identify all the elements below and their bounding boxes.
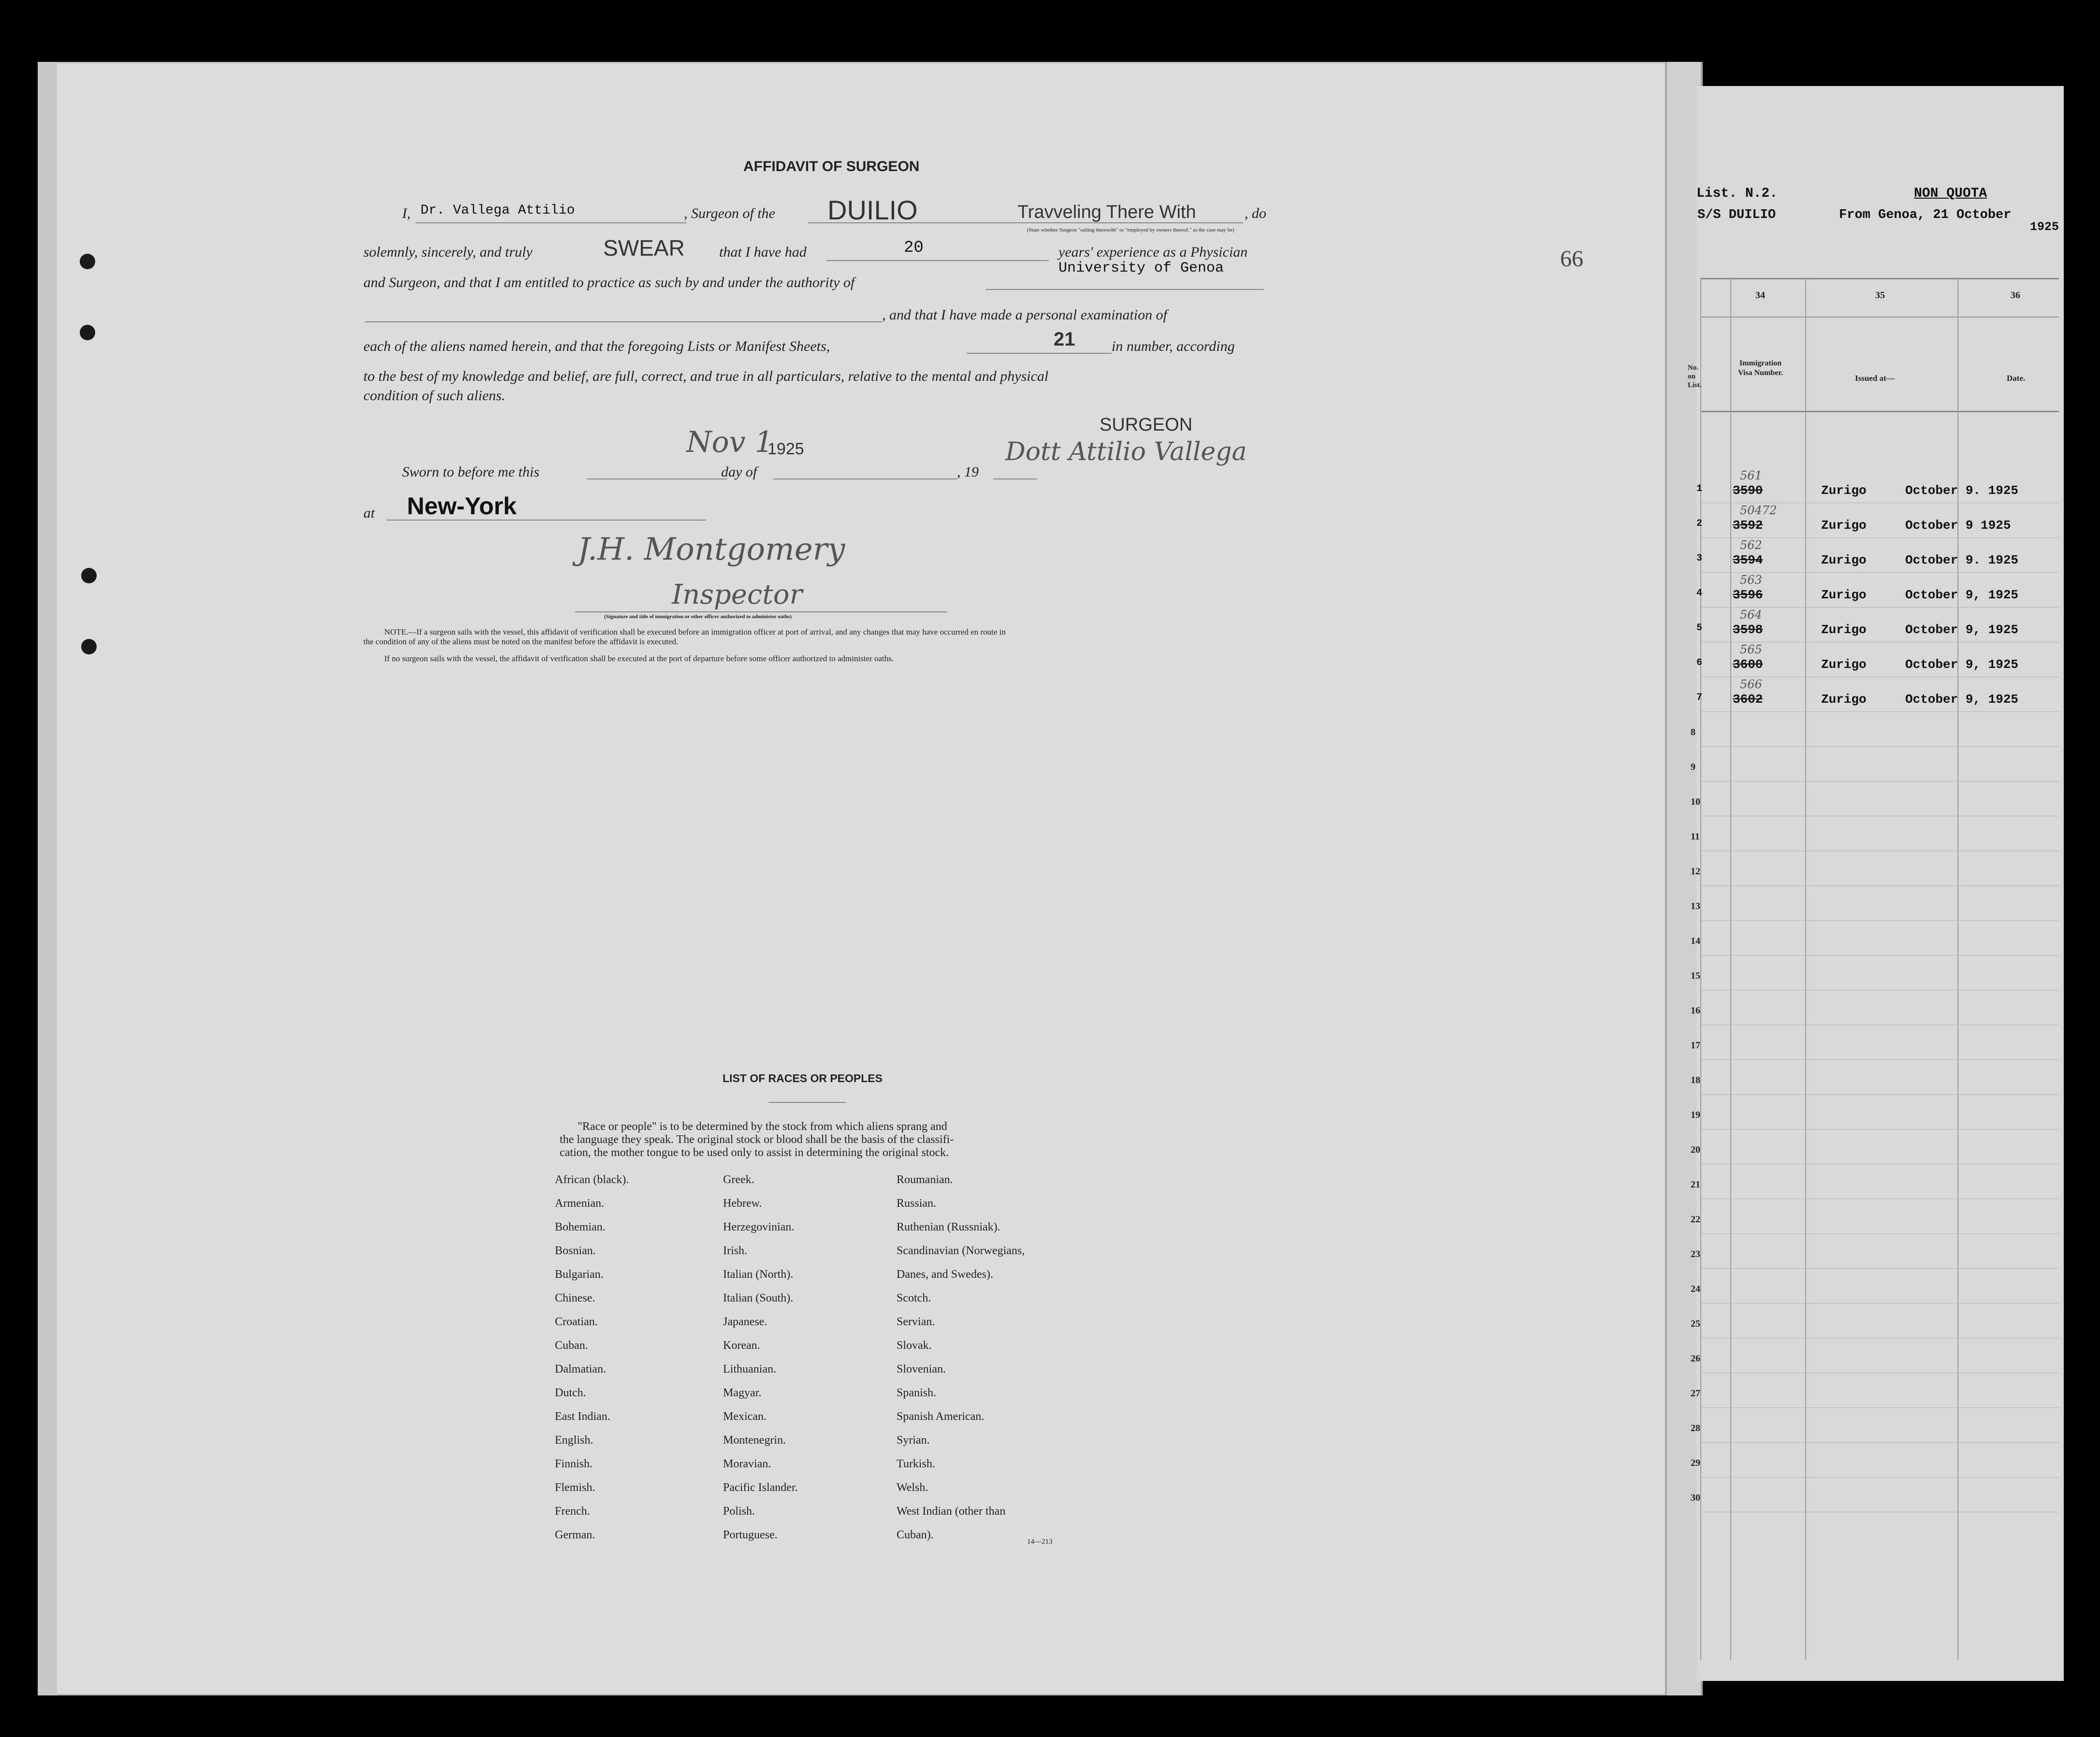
race-entry: Japanese. [723, 1316, 768, 1328]
visa-annotation: 564 [1740, 608, 1762, 622]
empty-row-number: 24 [1691, 1284, 1700, 1294]
header-top-rule [1701, 278, 2059, 279]
empty-row-number: 18 [1691, 1075, 1700, 1086]
row-number: 3 [1696, 553, 1703, 564]
race-entry: Moravian. [723, 1458, 771, 1470]
race-entry: French. [555, 1505, 590, 1518]
years-experience: years' experience as a Physician [1058, 244, 1248, 260]
empty-row-number: 25 [1691, 1318, 1700, 1329]
in-number-text: in number, according [1112, 338, 1235, 354]
year-stamp: 1925 [768, 440, 804, 458]
races-intro-1: "Race or people" is to be determined by the stock from which aliens sprang and [578, 1120, 947, 1133]
race-entry: Portuguese. [723, 1529, 778, 1541]
empty-row-number: 14 [1691, 936, 1700, 946]
row-rule [1701, 572, 2059, 573]
empty-row-number: 15 [1691, 970, 1700, 981]
note-line-1: NOTE.—If a surgeon sails with the vessel, this affidavit of verification shall be executed before an immigration officer at port of arrival, and any changes that may have occurred en route in [384, 627, 1006, 637]
row-rule [1701, 746, 2059, 747]
quota-status: NON QUOTA [1914, 186, 1987, 201]
year-line [993, 478, 1037, 479]
col-header-no: No. on List. [1688, 364, 1702, 389]
race-entry: Lithuanian. [723, 1363, 776, 1375]
visa-annotation: 565 [1740, 643, 1762, 656]
race-entry: Mexican. [723, 1410, 767, 1423]
races-intro-2: the language they speak. The original stock or blood shall be the basis of the classifi- [560, 1133, 954, 1146]
row-rule [1701, 920, 2059, 921]
note-line-2: the condition of any of the aliens must be noted on the manifest before the affidavit is executed. [363, 637, 679, 646]
binder-hole [81, 639, 97, 654]
race-entry: Pacific Islander. [723, 1481, 798, 1494]
races-title-rule [768, 1102, 846, 1103]
row-number: 5 [1696, 622, 1703, 634]
form-number: 14—213 [1027, 1538, 1053, 1546]
race-entry: Greek. [723, 1173, 754, 1186]
race-entry: Servian. [897, 1316, 935, 1328]
and-that-text: , and that I have made a personal examination of [882, 307, 1167, 323]
empty-row-number: 10 [1691, 796, 1700, 807]
empty-row-number: 30 [1691, 1492, 1700, 1503]
sheets-line [967, 353, 1112, 354]
visa-annotation: 563 [1740, 573, 1762, 587]
race-entry: Turkish. [897, 1458, 935, 1470]
race-entry: Italian (North). [723, 1268, 794, 1281]
race-entry: Finnish. [555, 1458, 593, 1470]
affidavit-title: AFFIDAVIT OF SURGEON [743, 159, 920, 174]
issued-at: Zurigo [1821, 692, 1867, 707]
race-entry: Slovak. [897, 1339, 932, 1352]
condition-text: condition of such aliens. [363, 388, 506, 404]
race-entry: Dutch. [555, 1387, 586, 1399]
visa-date: October 9, 1925 [1905, 622, 2019, 637]
race-entry: Cuban. [555, 1339, 588, 1352]
page-number: 66 [1560, 246, 1583, 272]
row-rule [1701, 537, 2059, 538]
do-text: , do [1245, 205, 1266, 221]
swear-word: SWEAR [603, 235, 685, 261]
day-of-text: day of [721, 464, 757, 480]
row-rule [1701, 781, 2059, 782]
that-i-have-had: that I have had [719, 244, 807, 260]
authority-line-2 [365, 321, 882, 322]
race-entry: African (black). [555, 1173, 629, 1186]
race-entry: Montenegrin. [723, 1434, 786, 1447]
row-rule [1701, 1233, 2059, 1234]
sheets-value: 21 [1054, 329, 1075, 350]
race-entry: Magyar. [723, 1387, 762, 1399]
races-title: LIST OF RACES OR PEOPLES [723, 1072, 883, 1085]
row-rule [1701, 1442, 2059, 1443]
col-header-issued: Issued at— [1855, 374, 1895, 383]
visa-number: 3596 [1733, 588, 1763, 602]
empty-row-number: 8 [1691, 727, 1695, 738]
empty-row-number: 9 [1691, 762, 1695, 772]
list-number: List. N.2. [1696, 186, 1778, 201]
race-entry: Slovenian. [897, 1363, 946, 1375]
issued-at: Zurigo [1821, 518, 1867, 533]
issued-at: Zurigo [1821, 483, 1867, 498]
visa-number: 3592 [1733, 518, 1763, 533]
race-entry: Spanish. [897, 1387, 937, 1399]
officer-title: Inspector [672, 579, 803, 610]
row-rule [1701, 607, 2059, 608]
column-divider [1730, 278, 1731, 1660]
visa-date: October 9, 1925 [1905, 657, 2019, 672]
years-value: 20 [904, 239, 924, 257]
race-entry: Polish. [723, 1505, 755, 1518]
surgeon-stamp: SURGEON [1100, 415, 1193, 435]
authority-value: University of Genoa [1058, 260, 1224, 276]
row-number: 4 [1696, 588, 1703, 599]
visa-number: 3594 [1733, 553, 1763, 567]
race-entry: Russian. [897, 1197, 937, 1210]
race-entry: Dalmatian. [555, 1363, 606, 1375]
race-entry: Danes, and Swedes). [897, 1268, 993, 1281]
visa-number: 3598 [1733, 622, 1763, 637]
race-entry: East Indian. [555, 1410, 610, 1423]
officer-signature: J.H. Montgomery [578, 532, 845, 567]
visa-annotation: 561 [1740, 469, 1762, 482]
manifest-from: From Genoa, 21 October [1839, 208, 2012, 222]
race-entry: Chinese. [555, 1292, 595, 1304]
manifest-year: 1925 [2030, 220, 2059, 234]
row-rule [1701, 1268, 2059, 1269]
empty-row-number: 27 [1691, 1388, 1700, 1399]
relation-note: (State whether Surgeon "sailing therewith" or "employed by owners thereof," as the case may be) [1027, 227, 1234, 233]
row-number: 1 [1696, 483, 1703, 494]
visa-date: October 9, 1925 [1905, 692, 2019, 707]
race-entry: German. [555, 1529, 595, 1541]
issued-at: Zurigo [1821, 657, 1867, 672]
row-rule [1701, 885, 2059, 886]
race-entry: Ruthenian (Russniak). [897, 1221, 1000, 1233]
empty-row-number: 28 [1691, 1423, 1700, 1433]
header-bottom-rule [1701, 411, 2059, 412]
race-entry: Bohemian. [555, 1221, 606, 1233]
race-entry: Korean. [723, 1339, 760, 1352]
row-rule [1701, 711, 2059, 712]
visa-annotation: 562 [1740, 538, 1762, 552]
visa-annotation: 50472 [1740, 504, 1777, 517]
race-entry: Hebrew. [723, 1197, 762, 1210]
empty-row-number: 23 [1691, 1249, 1700, 1259]
authority-line [986, 289, 1264, 290]
row-number: 6 [1696, 657, 1703, 668]
row-number: 7 [1696, 692, 1703, 703]
race-entry: Herzegovinian. [723, 1221, 795, 1233]
header-mid-rule [1701, 317, 2059, 318]
row-rule [1701, 1407, 2059, 1408]
races-intro-3: cation, the mother tongue to be used only to assist in determining the original stock. [560, 1146, 949, 1159]
binder-hole [80, 254, 95, 269]
month-line [773, 478, 957, 479]
each-of-text: each of the aliens named herein, and that the foregoing Lists or Manifest Sheets, [363, 338, 830, 354]
empty-row-number: 20 [1691, 1144, 1700, 1155]
manifest-ship: S/S DUILIO [1697, 208, 1776, 222]
sworn-text: Sworn to before me this [402, 464, 539, 480]
best-of-text: to the best of my knowledge and belief, are full, correct, and true in all particulars, relative to the mental and physical [363, 368, 1049, 384]
affidavit-page [38, 62, 1681, 1695]
col-number-36: 36 [2011, 290, 2020, 301]
officer-caption: (Signature and title of immigration or other officer authorized to administer oaths) [604, 614, 792, 620]
visa-date: October 9, 1925 [1905, 588, 2019, 602]
and-surgeon-text: and Surgeon, and that I am entitled to practice as such by and under the authority of [363, 275, 855, 290]
note-line-3: If no surgeon sails with the vessel, the affidavit of verification shall be executed at the port of departure before some officer authorized to administer oaths. [384, 654, 894, 663]
race-entry: Armenian. [555, 1197, 604, 1210]
visa-annotation: 566 [1740, 678, 1762, 691]
empty-row-number: 29 [1691, 1458, 1700, 1468]
empty-row-number: 11 [1691, 831, 1700, 842]
race-entry: West Indian (other than [897, 1505, 1006, 1518]
race-entry: Cuban). [897, 1529, 934, 1541]
empty-row-number: 16 [1691, 1005, 1700, 1016]
col-header-visa: Immigration Visa Number. [1738, 359, 1783, 377]
visa-date: October 9. 1925 [1905, 483, 2019, 498]
years-line [826, 260, 1049, 261]
binder-hole [81, 568, 97, 583]
race-entry: Bulgarian. [555, 1268, 604, 1281]
race-entry: English. [555, 1434, 594, 1447]
race-entry: Roumanian. [897, 1173, 953, 1186]
visa-number: 3590 [1733, 483, 1763, 498]
ship-name: DUILIO [827, 195, 918, 225]
col-header-date: Date. [2007, 374, 2026, 383]
race-entry: Flemish. [555, 1481, 595, 1494]
visa-date: October 9 1925 [1905, 518, 2011, 533]
race-entry: Irish. [723, 1245, 747, 1257]
column-divider [1805, 278, 1806, 1660]
surgeon-of-the: , Surgeon of the [684, 205, 775, 221]
empty-row-number: 26 [1691, 1353, 1700, 1364]
surgeon-relation: Travveling There With [1017, 202, 1196, 222]
race-entry: Bosnian. [555, 1245, 596, 1257]
empty-row-number: 17 [1691, 1040, 1700, 1051]
row-rule [1701, 1094, 2059, 1095]
race-entry: Scotch. [897, 1292, 931, 1304]
issued-at: Zurigo [1821, 553, 1867, 567]
race-entry: Croatian. [555, 1316, 598, 1328]
binder-hole [80, 325, 95, 340]
race-entry: Welsh. [897, 1481, 928, 1494]
race-entry: Scandinavian (Norwegians, [897, 1245, 1025, 1257]
date-handwritten: Nov 1 [686, 425, 773, 459]
sworn-day-line [587, 478, 727, 479]
nineteen-text: , 19 [957, 464, 979, 480]
issued-at: Zurigo [1821, 588, 1867, 602]
issued-at: Zurigo [1821, 622, 1867, 637]
race-entry: Italian (South). [723, 1292, 794, 1304]
race-entry: Syrian. [897, 1434, 930, 1447]
row-number: 2 [1696, 518, 1703, 529]
place-value: New-York [407, 492, 517, 520]
surgeon-name: Dr. Vallega Attilio [420, 203, 575, 218]
bleed-through-text [72, 111, 1426, 145]
race-entry: Spanish American. [897, 1410, 985, 1423]
col-number-35: 35 [1875, 290, 1885, 301]
empty-row-number: 12 [1691, 866, 1700, 877]
empty-row-number: 13 [1691, 901, 1700, 912]
visa-number: 3600 [1733, 657, 1763, 672]
row-rule [1701, 1059, 2059, 1060]
surgeon-signature: Dott Attilio Vallega [1005, 437, 1247, 466]
col-number-34: 34 [1755, 290, 1765, 301]
empty-row-number: 19 [1691, 1110, 1700, 1120]
at-text: at [363, 505, 375, 521]
officer-line [575, 611, 947, 612]
empty-row-number: 21 [1691, 1179, 1700, 1190]
i-prefix: I, [402, 205, 411, 221]
visa-number: 3602 [1733, 692, 1763, 707]
empty-row-number: 22 [1691, 1214, 1700, 1225]
solemnly-text: solemnly, sincerely, and truly [363, 244, 533, 260]
surgeon-name-line [416, 222, 686, 223]
manifest-page [1696, 86, 2064, 1681]
visa-date: October 9. 1925 [1905, 553, 2019, 567]
